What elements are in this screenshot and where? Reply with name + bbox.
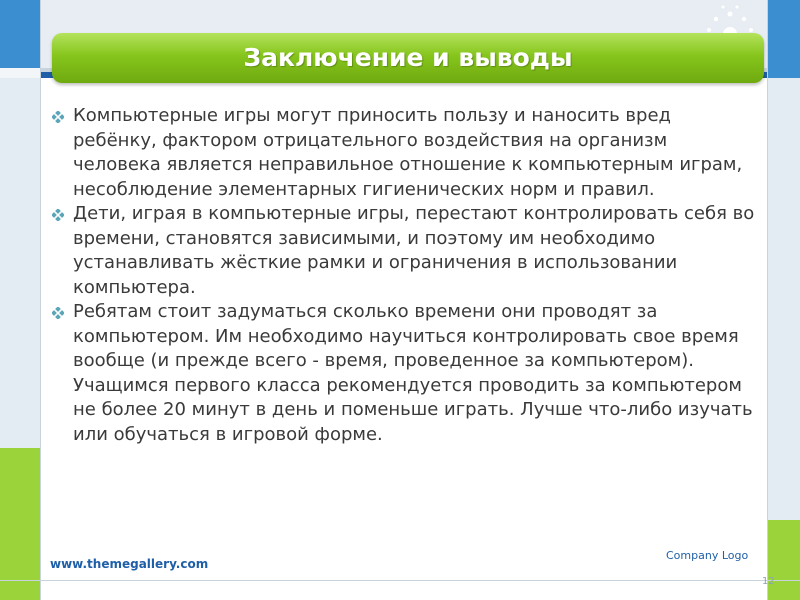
bullet-text: Компьютерные игры могут приносить пользу и наносить вред ребёнку, фактором отрицательного воздействия на организм человека является неправильное отношение к компьютерным играм, несоблюдение элементарных гигиенических норм и правил.	[73, 105, 743, 200]
list-item	[52, 202, 760, 300]
list-item	[52, 104, 760, 202]
right-vertical-line	[767, 0, 768, 600]
left-vertical-line	[40, 0, 41, 600]
right-light-block	[768, 78, 800, 520]
bullet-text: Дети, играя в компьютерные игры, перестают контролировать себя во времени, становятся зависимыми, и поэтому им необходимо устанавливать жёсткие рамки и ограничения в использовании компьютера.	[73, 203, 755, 298]
bottom-horizontal-line	[0, 580, 800, 581]
right-blue-block	[768, 0, 800, 78]
diamond-bullet-icon	[52, 209, 64, 221]
left-green-block	[0, 448, 40, 600]
left-stripe	[0, 68, 40, 78]
slide-title: Заключение и выводы	[243, 43, 573, 72]
page-number: 12	[762, 576, 775, 587]
title-bar	[52, 33, 764, 83]
left-blue-block	[0, 0, 40, 68]
company-logo: Company Logo	[666, 549, 749, 562]
bullet-text: Ребятам стоит задуматься сколько времени они проводят за компьютером. Им необходимо научиться контролировать свое время вообще (и прежде всего - время, проведенное за компьютером). Учащимся первого класса рекомендуется проводить за компьютером не более 20 минут в день и поменьше играть. Лучше что-либо изучать или обучаться в игровой форме.	[73, 301, 753, 445]
left-light-block	[0, 78, 40, 448]
list-item	[52, 300, 760, 447]
bullet-list	[52, 104, 760, 447]
diamond-bullet-icon	[52, 307, 64, 319]
right-green-block	[768, 520, 800, 600]
diamond-bullet-icon	[52, 111, 64, 123]
footer-url: www.themegallery.com	[50, 557, 209, 571]
